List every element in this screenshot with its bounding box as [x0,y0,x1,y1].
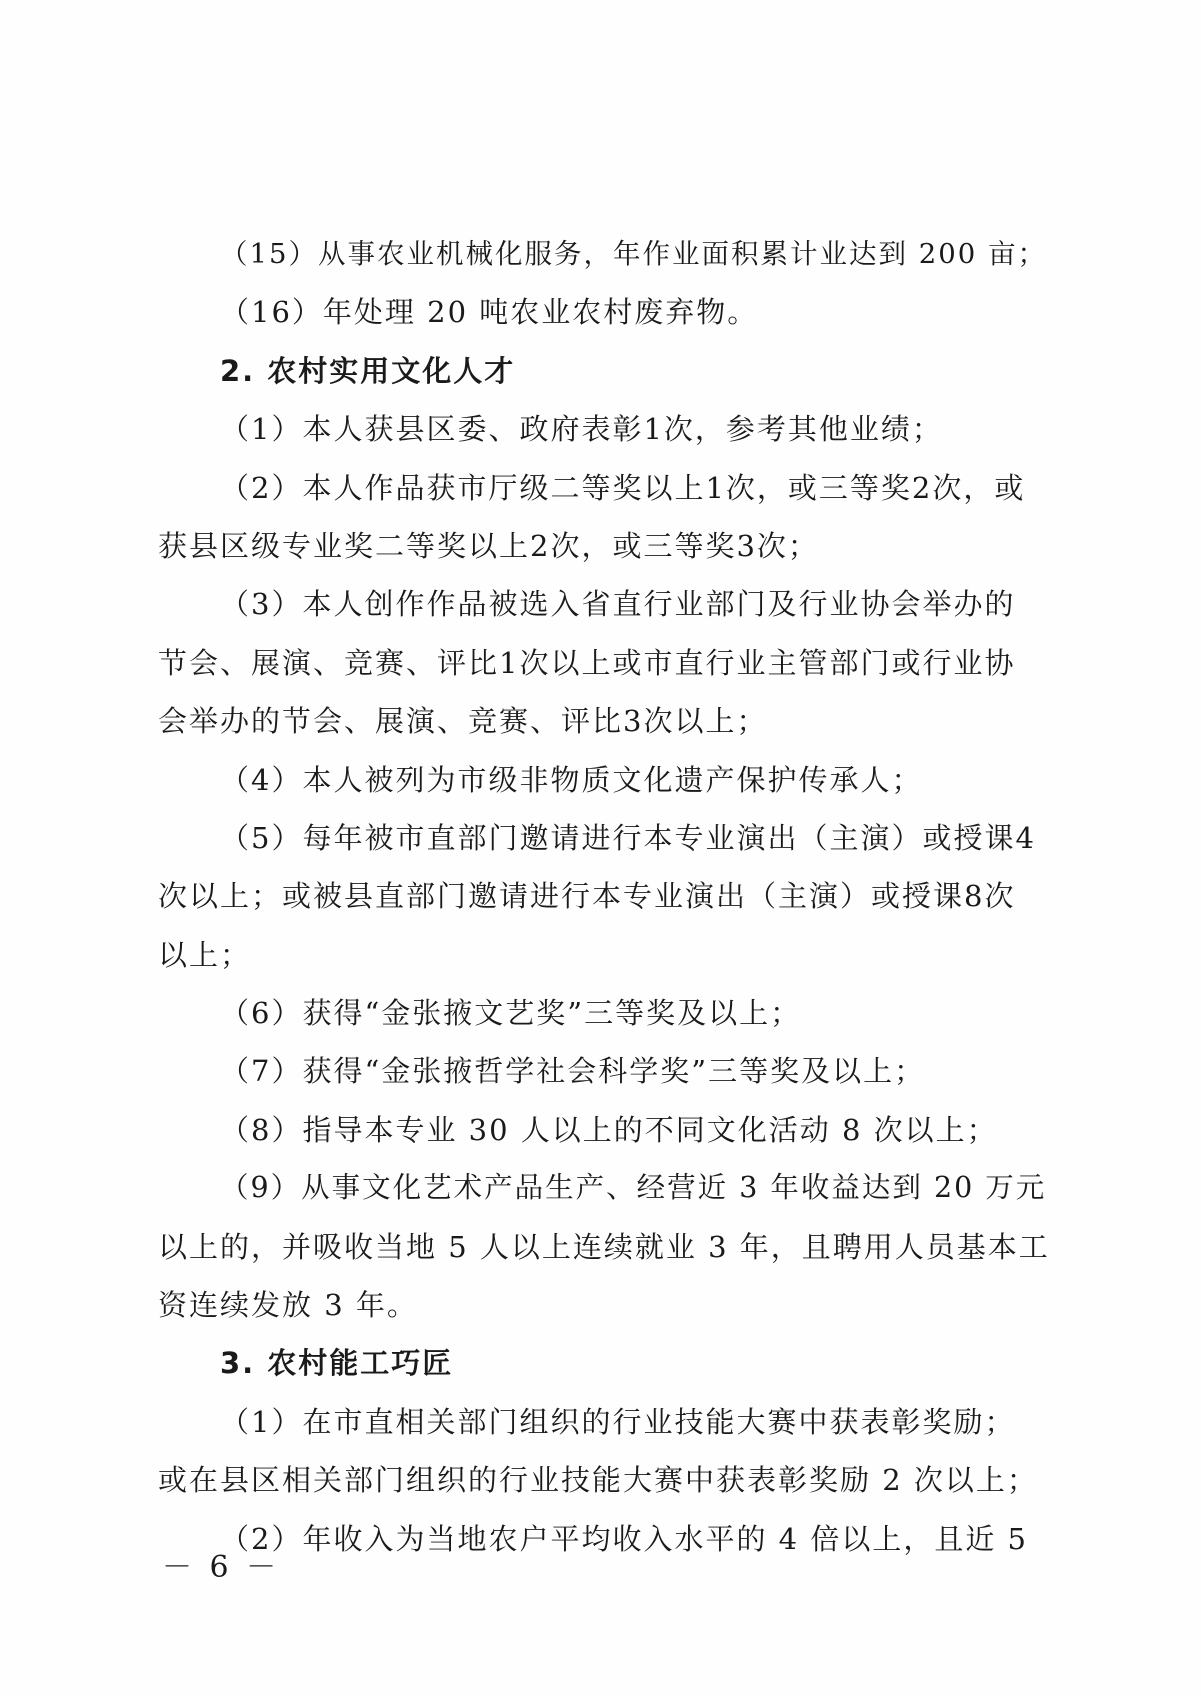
cultural-item-6: （6）获得“金张掖文艺奖”三等奖及以上； [220,996,802,1031]
cultural-item-9-cont-2: 资连续发放 3 年。 [158,1288,418,1323]
item-16: （16）年处理 20 吨农业农村废弃物。 [220,295,759,330]
cultural-item-5: （5）每年被市直部门邀请进行本专业演出（主演）或授课4 [220,820,1036,855]
cultural-item-8: （8）指导本专业 30 人以上的不同文化活动 8 次以上； [220,1112,998,1147]
cultural-item-9: （9）从事文化艺术产品生产、经营近 3 年收益达到 20 万元 [220,1171,1047,1205]
cultural-item-5-cont-2: 以上； [158,937,252,972]
cultural-item-3: （3）本人创作作品被选入省直行业部门及行业协会举办的 [220,587,1016,622]
page-number: － 6 － [162,1550,281,1585]
item-15: （15）从事农业机械化服务，年作业面积累计业达到 200 亩； [220,238,1047,270]
cultural-item-1: （1）本人获县区委、政府表彰1次，参考其他业绩； [220,412,943,447]
document-body [158,225,1058,1568]
craftsmen-item-1-cont: 或在县区相关部门组织的行业技能大赛中获表彰奖励 2 次以上； [158,1463,1038,1498]
craftsmen-item-1: （1）在市直相关部门组织的行业技能大赛中获表彰奖励； [220,1404,1016,1439]
section-heading-craftsmen: 3. 农村能工巧匠 [220,1346,454,1381]
cultural-item-3-cont-1: 节会、展演、竞赛、评比1次以上或市直行业主管部门或行业协 [158,645,1016,680]
craftsmen-item-2: （2）年收入为当地农户平均收入水平的 4 倍以上，且近 5 [220,1521,1029,1556]
section-heading-cultural-talent: 2. 农村实用文化人才 [220,353,516,388]
cultural-item-4: （4）本人被列为市级非物质文化遗产保护传承人； [220,762,923,797]
cultural-item-2: （2）本人作品获市厅级二等奖以上1次，或三等奖2次，或 [220,470,1026,505]
cultural-item-5-cont-1: 次以上；或被县直部门邀请进行本专业演出（主演）或授课8次 [158,879,1016,914]
cultural-item-2-cont: 获县区级专业奖二等奖以上2次，或三等奖3次； [158,528,819,563]
cultural-item-3-cont-2: 会举办的节会、展演、竞赛、评比3次以上； [158,704,768,739]
cultural-item-7: （7）获得“金张掖哲学社会科学奖”三等奖及以上； [220,1054,926,1089]
cultural-item-9-cont-1: 以上的，并吸收当地 5 人以上连续就业 3 年，且聘用人员基本工 [158,1229,1050,1264]
